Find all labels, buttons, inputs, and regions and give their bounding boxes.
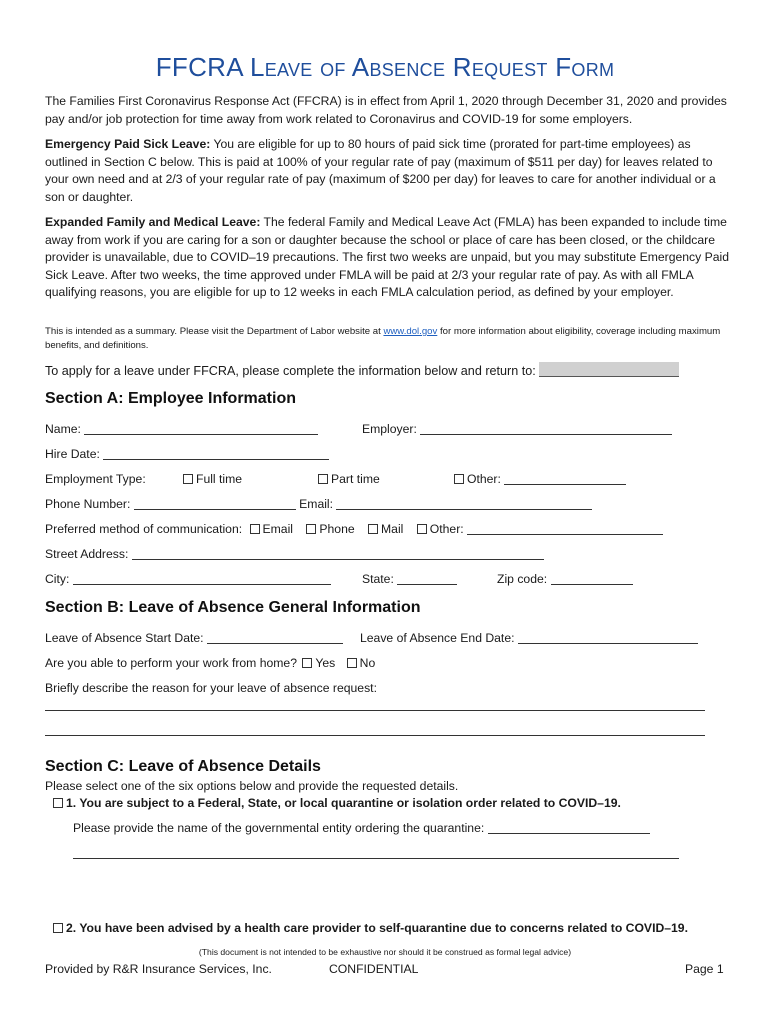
street-label: Street Address: [45,547,129,561]
section-a-heading: Section A: Employee Information [45,390,296,407]
city-row [45,572,331,586]
end-date-row [360,631,698,645]
email-pref-label: Email [262,522,293,536]
work-from-home-label: Are you able to perform your work from home? [45,656,297,670]
quarantine-entity-label: Please provide the name of the governmental entity ordering the quarantine: [73,821,485,835]
section-c-heading: Section C: Leave of Absence Details [45,758,321,775]
part-time-option[interactable] [318,472,380,486]
other-type-option[interactable] [454,472,626,486]
quarantine-entity-field[interactable] [488,821,650,834]
employer-field[interactable] [420,422,672,435]
zip-label: Zip code: [497,572,548,586]
start-date-row [45,631,343,645]
efml-label: Expanded Family and Medical Leave: [45,215,261,229]
epsl-text: You are eligible for up to 80 hours of paid sick time (prorated for part-time employees) as outlined in Section C below. This is paid at 100% of your regular rate of pay (maximum of $511 per day) for leaves related to your own need and at 2/3 of your regular rate of pay (maximum of $200 per day) for leaves to care for another individual or a son or daughter. [45,137,716,204]
phone-label: Phone Number: [45,497,131,511]
mail-pref-label: Mail [381,522,404,536]
street-row [45,547,544,561]
option-1[interactable] [53,796,621,810]
option-2-checkbox[interactable] [53,923,63,933]
return-to-field[interactable] [539,362,679,377]
hire-date-row [45,447,329,461]
other-type-field[interactable] [504,472,626,485]
city-label: City: [45,572,70,586]
zip-row [497,572,633,586]
full-time-option[interactable] [183,472,242,486]
dol-link[interactable]: www.dol.gov [383,326,438,337]
quarantine-entity-row [73,821,650,835]
end-date-field[interactable] [518,631,698,644]
hire-date-label: Hire Date: [45,447,100,461]
yes-label: Yes [315,656,336,670]
summary-note [45,325,730,353]
state-field[interactable] [397,572,457,585]
other-pref-label: Other: [429,522,464,536]
efml-paragraph [45,214,730,302]
apply-instruction [45,362,679,378]
preferred-label: Preferred method of communication: [45,522,243,536]
phone-pref-label: Phone [319,522,355,536]
name-field[interactable] [84,422,318,435]
end-date-label: Leave of Absence End Date: [360,631,515,645]
employment-type-label: Employment Type: [45,472,146,486]
describe-line-2[interactable] [45,735,705,736]
no-label: No [359,656,376,670]
apply-text: To apply for a leave under FFCRA, please complete the information below and return to: [45,364,540,378]
phone-pref-checkbox[interactable] [306,524,316,534]
footer-confidential: CONFIDENTIAL [329,962,419,976]
option-2-label: 2. You have been advised by a health care provider to self-quarantine due to concerns related to COVID–19. [66,921,688,935]
legal-disclaimer: (This document is not intended to be exhaustive nor should it be construed as formal legal advice) [198,947,572,957]
state-row [362,572,457,586]
option-1-label: 1. You are subject to a Federal, State, or local quarantine or isolation order related to COVID–19. [66,796,621,810]
footer-provider: Provided by R&R Insurance Services, Inc. [45,962,272,976]
mail-pref-checkbox[interactable] [368,524,378,534]
efml-text: The federal Family and Medical Leave Act (FMLA) has been expanded to include time away from work if you are caring for a son or daughter because the school or place of care has been closed, or the childcare provider is unavailable, due to COVID–19 precautions. The first two weeks are unpaid, but you may substitute Emergency Paid Sick Leave. After two weeks, the time approved under FMLA will be paid at 2/3 your regular rate of pay. As with all FMLA qualifying reasons, you are eligible for up to 12 weeks in each FMLA calculation period, as defined by your employer. [45,215,729,300]
hire-date-field[interactable] [103,447,329,460]
form-title: FFCRA Leave of Absence Request Form [155,52,615,82]
summary-after: for more information about eligibility, coverage including maximum benefits, and definitions. [45,326,721,351]
work-from-home-row [45,656,375,670]
quarantine-entity-line-2[interactable] [73,858,679,859]
section-c-instruction: Please select one of the six options below and provide the requested details. [45,779,459,793]
employer-row [362,422,672,436]
option-2[interactable] [53,921,688,935]
no-checkbox[interactable] [347,658,357,668]
email-field[interactable] [336,497,592,510]
phone-email-row [45,497,592,511]
state-label: State: [362,572,394,586]
start-date-field[interactable] [207,631,343,644]
other-type-checkbox[interactable] [454,474,464,484]
street-field[interactable] [132,547,544,560]
zip-field[interactable] [551,572,633,585]
epsl-label: Emergency Paid Sick Leave: [45,137,211,151]
phone-field[interactable] [134,497,296,510]
intro-paragraph: The Families First Coronavirus Response Act (FFCRA) is in effect from April 1, 2020 through December 31, 2020 and provides pay and/or job protection for time away from work related to Coronavirus and COVID-19 for some employers. [45,94,727,126]
yes-checkbox[interactable] [302,658,312,668]
email-pref-checkbox[interactable] [250,524,260,534]
preferred-communication-row [45,522,663,536]
full-time-label: Full time [196,472,243,486]
describe-line-1[interactable] [45,710,705,711]
other-pref-field[interactable] [467,522,663,535]
footer-page-number: Page 1 [685,962,724,976]
option-1-checkbox[interactable] [53,798,63,808]
full-time-checkbox[interactable] [183,474,193,484]
epsl-paragraph [45,136,730,206]
describe-label: Briefly describe the reason for your leave of absence request: [45,681,377,695]
other-pref-checkbox[interactable] [417,524,427,534]
part-time-label: Part time [331,472,380,486]
employer-label: Employer: [362,422,417,436]
email-label: Email: [299,497,334,511]
other-type-label: Other: [467,472,501,486]
summary-before: This is intended as a summary. Please visit the Department of Labor website at [45,326,384,337]
name-row [45,422,318,436]
start-date-label: Leave of Absence Start Date: [45,631,204,645]
section-b-heading: Section B: Leave of Absence General Information [45,599,421,616]
part-time-checkbox[interactable] [318,474,328,484]
name-label: Name: [45,422,81,436]
city-field[interactable] [73,572,331,585]
